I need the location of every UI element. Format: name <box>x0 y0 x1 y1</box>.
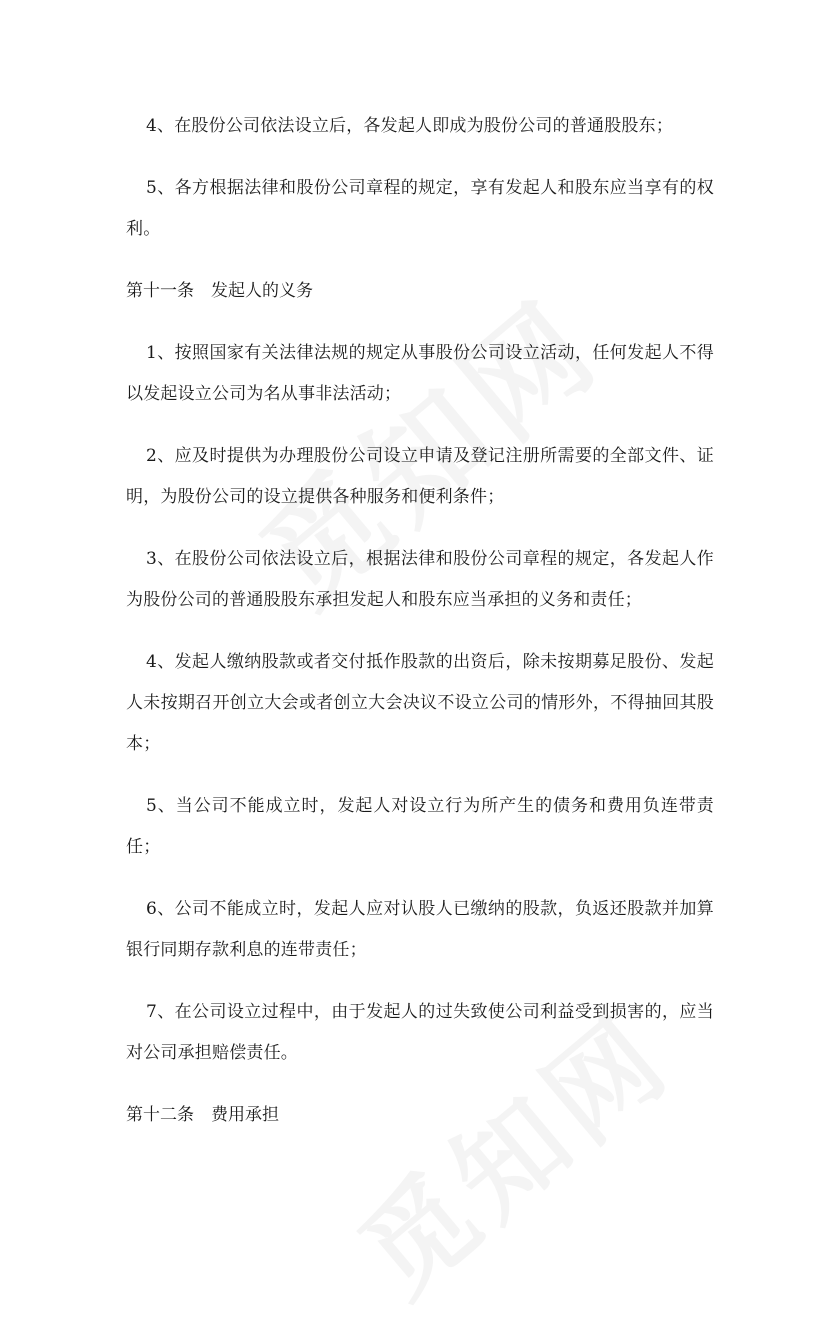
document-body <box>126 106 714 1136</box>
section-heading: 第十二条 费用承担 <box>126 1105 279 1125</box>
paragraph-item: 5、当公司不能成立时，发起人对设立行为所产生的债务和费用负连带责任； <box>126 796 714 857</box>
paragraph-item: 2、应及时提供为办理股份公司设立申请及登记注册所需要的全部文件、证明，为股份公司的设立提供各种服务和便利条件； <box>126 446 714 507</box>
paragraph-item: 6、公司不能成立时，发起人应对认股人已缴纳的股款，负返还股款并加算银行同期存款利息的连带责任； <box>126 899 714 960</box>
section-heading: 第十一条 发起人的义务 <box>126 281 313 301</box>
paragraph-item: 4、在股份公司依法设立后，各发起人即成为股份公司的普通股股东； <box>146 116 674 136</box>
paragraph-item: 1、按照国家有关法律法规的规定从事股份公司设立活动，任何发起人不得以发起设立公司为名从事非法活动； <box>126 343 714 404</box>
paragraph-item: 5、各方根据法律和股份公司章程的规定，享有发起人和股东应当享有的权利。 <box>126 178 714 239</box>
paragraph-item: 7、在公司设立过程中，由于发起人的过失致使公司利益受到损害的，应当对公司承担赔偿责任。 <box>126 1002 714 1063</box>
paragraph-item: 4、发起人缴纳股款或者交付抵作股款的出资后，除未按期募足股份、发起人未按期召开创立大会或者创立大会决议不设立公司的情形外，不得抽回其股本； <box>126 652 714 754</box>
paragraph-item: 3、在股份公司依法设立后，根据法律和股份公司章程的规定，各发起人作为股份公司的普通股股东承担发起人和股东应当承担的义务和责任； <box>126 549 714 610</box>
